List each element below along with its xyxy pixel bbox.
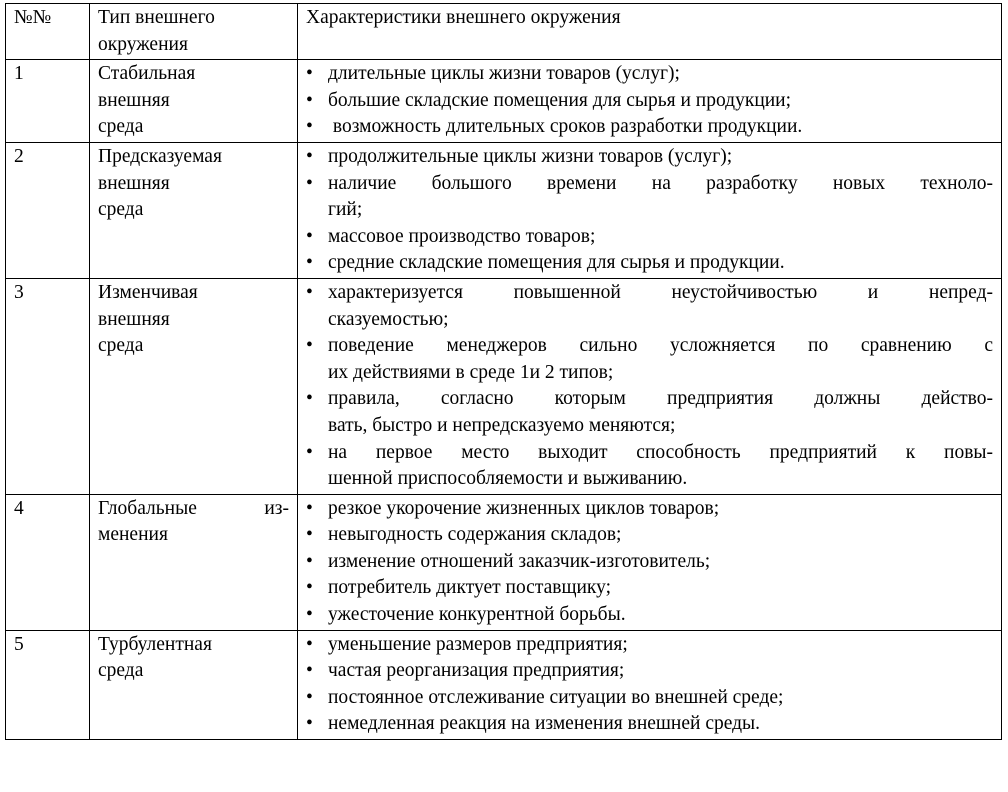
characteristic-item — [306, 549, 993, 576]
characteristic-text-line: невыгодность содержания складов; — [328, 524, 622, 546]
characteristics-cell — [298, 60, 1002, 143]
bullet-icon: • — [306, 660, 313, 682]
characteristics-cell — [298, 278, 1002, 494]
characteristic-text-line: изменение отношений заказчик-изготовитель; — [328, 550, 711, 572]
row-number: 2 — [14, 145, 24, 167]
characteristic-text-line: их действиями в среде 1и 2 типов; — [328, 361, 614, 383]
table-header-row — [6, 4, 1002, 60]
characteristic-item — [306, 496, 993, 523]
characteristic-item — [306, 386, 993, 439]
environment-type-line: внешняя — [98, 89, 170, 111]
characteristic-text-line: резкое укорочение жизненных циклов товаров; — [328, 497, 720, 519]
environment-type-line: Предсказуемая — [98, 145, 222, 167]
row-number: 4 — [14, 497, 24, 519]
bullet-icon: • — [306, 116, 313, 138]
bullet-icon: • — [306, 633, 313, 655]
characteristic-item — [306, 711, 993, 738]
characteristic-text-line: ужесточение конкурентной борьбы. — [328, 604, 626, 626]
characteristic-text-line: сказуемостью; — [328, 308, 449, 330]
characteristic-item — [306, 658, 993, 685]
environment-type-cell — [90, 60, 298, 143]
row-number-cell — [6, 142, 90, 278]
header-type-line: Тип внешнего — [98, 7, 215, 28]
header-type-line: окружения — [98, 33, 188, 55]
characteristic-text-line: средние складские помещения для сырья и продукции. — [328, 252, 785, 274]
row-number: 3 — [14, 281, 24, 303]
header-characteristics — [298, 4, 1002, 60]
characteristic-item — [306, 250, 993, 277]
bullet-icon: • — [306, 281, 313, 303]
characteristic-item — [306, 88, 993, 115]
environment-type-line: Глобальные из- — [98, 497, 289, 519]
bullet-icon: • — [306, 225, 313, 247]
table-row — [6, 630, 1002, 739]
header-type — [90, 4, 298, 60]
table-row — [6, 278, 1002, 494]
bullet-icon: • — [306, 524, 313, 546]
characteristic-item — [306, 61, 993, 88]
bullet-icon: • — [306, 550, 313, 572]
bullet-icon: • — [306, 713, 313, 735]
characteristic-text-line: правила, согласно которым предприятия должны действо- — [328, 388, 993, 410]
environment-type-line: Турбулентная — [98, 633, 212, 655]
characteristic-text-line: вать, быстро и непредсказуемо меняются; — [328, 414, 676, 436]
characteristic-item — [306, 114, 993, 141]
characteristics-cell — [298, 142, 1002, 278]
environment-type-cell — [90, 142, 298, 278]
row-number: 5 — [14, 633, 24, 655]
environment-type-cell — [90, 630, 298, 739]
bullet-icon: • — [306, 335, 313, 357]
characteristics-cell — [298, 630, 1002, 739]
bullet-icon: • — [306, 686, 313, 708]
characteristics-cell — [298, 494, 1002, 630]
row-number-cell — [6, 494, 90, 630]
characteristic-item — [306, 171, 993, 224]
characteristic-item — [306, 522, 993, 549]
characteristic-text-line: частая реорганизация предприятия; — [328, 660, 625, 682]
characteristic-text-line: большие складские помещения для сырья и продукции; — [328, 89, 792, 111]
environment-type-line: Изменчивая — [98, 281, 198, 303]
characteristic-text-line: характеризуется повышенной неустойчивостью и непред- — [328, 281, 993, 303]
environment-type-line: Стабильная — [98, 63, 196, 85]
characteristic-item — [306, 685, 993, 712]
environment-type-line: внешняя — [98, 172, 170, 194]
bullet-icon: • — [306, 63, 313, 85]
characteristic-text-line: шенной приспособляемости и выживанию. — [328, 468, 688, 490]
environment-type-line: среда — [98, 199, 144, 221]
characteristic-text-line: поведение менеджеров сильно усложняется по сравнению с — [328, 335, 993, 357]
environment-type-line: среда — [98, 335, 144, 357]
characteristic-text-line: потребитель диктует поставщику; — [328, 577, 612, 599]
bullet-icon: • — [306, 441, 313, 463]
characteristic-text-line: длительные циклы жизни товаров (услуг); — [328, 63, 680, 85]
characteristic-text-line: массовое производство товаров; — [328, 225, 596, 247]
bullet-icon: • — [306, 252, 313, 274]
header-number-text: №№ — [14, 7, 52, 28]
characteristic-text-line: гий; — [328, 199, 363, 221]
bullet-icon: • — [306, 577, 313, 599]
environment-type-line: внешняя — [98, 308, 170, 330]
characteristic-item — [306, 333, 993, 386]
environment-type-line: среда — [98, 116, 144, 138]
characteristic-text-line: возможность длительных сроков разработки продукции. — [328, 116, 803, 138]
bullet-icon: • — [306, 145, 313, 167]
environment-type-cell — [90, 278, 298, 494]
row-number-cell — [6, 630, 90, 739]
environment-type-cell — [90, 494, 298, 630]
characteristic-text-line: на первое место выходит способность предприятий к повы- — [328, 441, 993, 463]
characteristic-item — [306, 224, 993, 251]
characteristic-text-line: наличие большого времени на разработку новых техноло- — [328, 172, 993, 194]
table-row — [6, 60, 1002, 143]
characteristic-item — [306, 632, 993, 659]
characteristic-item — [306, 575, 993, 602]
characteristic-text-line: продолжительные циклы жизни товаров (услуг); — [328, 145, 733, 167]
bullet-icon: • — [306, 604, 313, 626]
characteristic-item — [306, 144, 993, 171]
row-number-cell — [6, 278, 90, 494]
bullet-icon: • — [306, 388, 313, 410]
row-number-cell — [6, 60, 90, 143]
table-row — [6, 142, 1002, 278]
characteristic-text-line: уменьшение размеров предприятия; — [328, 633, 628, 655]
table-row — [6, 494, 1002, 630]
header-characteristics-text: Характеристики внешнего окружения — [306, 7, 621, 28]
characteristic-item — [306, 440, 993, 493]
bullet-icon: • — [306, 172, 313, 194]
characteristic-text-line: постоянное отслеживание ситуации во внешней среде; — [328, 686, 784, 708]
bullet-icon: • — [306, 497, 313, 519]
characteristic-text-line: немедленная реакция на изменения внешней среды. — [328, 713, 761, 735]
characteristic-item — [306, 602, 993, 629]
environment-type-line: менения — [98, 524, 168, 546]
environment-types-table — [5, 3, 1002, 740]
environment-type-line: среда — [98, 660, 144, 682]
bullet-icon: • — [306, 89, 313, 111]
characteristic-item — [306, 280, 993, 333]
row-number: 1 — [14, 63, 24, 85]
header-number — [6, 4, 90, 60]
